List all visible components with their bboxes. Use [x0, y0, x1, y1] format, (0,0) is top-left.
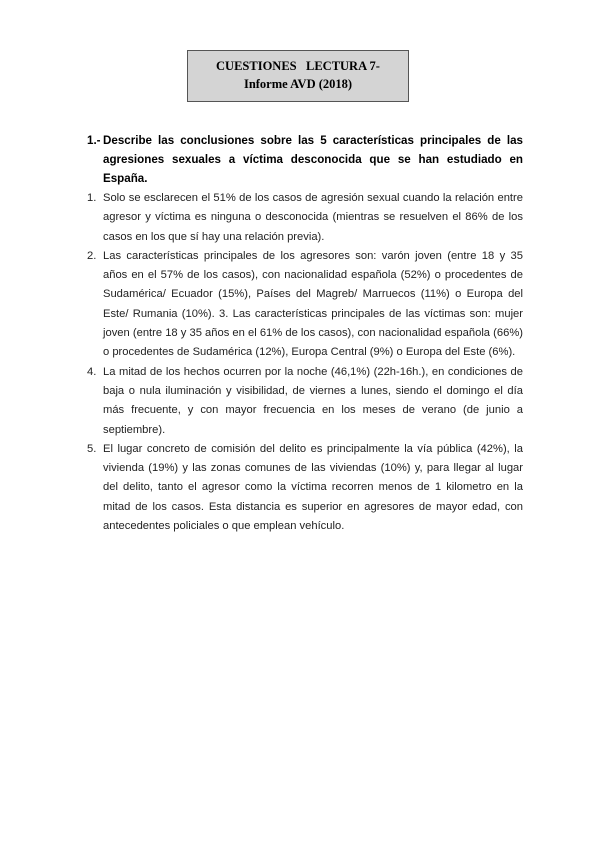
question-text: Describe las conclusiones sobre las 5 características principales de las agresiones sexuales a víctima desconocida que se han estudiado en España.	[103, 134, 523, 185]
answer-item-2	[87, 247, 523, 363]
question	[87, 131, 523, 188]
answer-number-2: 2.	[87, 249, 97, 262]
answer-number-1: 1.	[87, 192, 97, 204]
answer-text-2: Las características principales de los agresores son: varón joven (entre 18 y 35 años en el 57% de los casos), con nacionalidad española (52%) o procedentes de Sudamérica/ Ecuador (15%), Países del Magreb/ Marruecos (11%) o Europa del Este/ Rumania (10%). 3. Las características principales de las víctimas son: mujer joven (entre 18 y 35 años en el 61% de los casos), con nacionalidad española (66%) o procedentes de Sudamérica (12%), Europa Central (9%) o Europa del Este (6%).	[103, 249, 523, 359]
answer-text-4: La mitad de los hechos ocurren por la noche (46,1%) (22h-16h.), en condiciones de baja o nula iluminación y visibilidad, de viernes a lunes, siendo el domingo el día más frecuente, y con mayor frecuencia en los meses de verano (de junio a septiembre).	[103, 365, 523, 436]
answer-text-1: Solo se esclarecen el 51% de los casos de agresión sexual cuando la relación entre agresor y víctima es ninguna o desconocida (mientras se resuelven el 86% de los casos en los que sí hay una relación previa).	[103, 192, 523, 243]
answer-number-5: 5.	[87, 442, 97, 455]
title-line-2: Informe AVD (2018)	[243, 77, 353, 91]
answer-item-1	[87, 189, 523, 247]
title-box	[187, 50, 409, 102]
answer-text-5: El lugar concreto de comisión del delito es principalmente la vía pública (42%), la vivienda (19%) y las zonas comunes de las viviendas (10%) y, para llegar al lugar del delito, tanto el agresor como la víctima recorren menos de 1 kilometro en la mitad de los casos. Esta distancia es superior en agresores de mayor edad, con antecedentes policiales o que emplean vehículo.	[103, 442, 523, 533]
answer-item-4	[87, 363, 523, 440]
title-line-1: CUESTIONES LECTURA 7-	[216, 59, 380, 73]
answer-list	[87, 189, 523, 536]
answer-item-5	[87, 440, 523, 536]
answer-number-4: 4.	[87, 365, 97, 378]
question-number: 1.-	[87, 134, 101, 147]
